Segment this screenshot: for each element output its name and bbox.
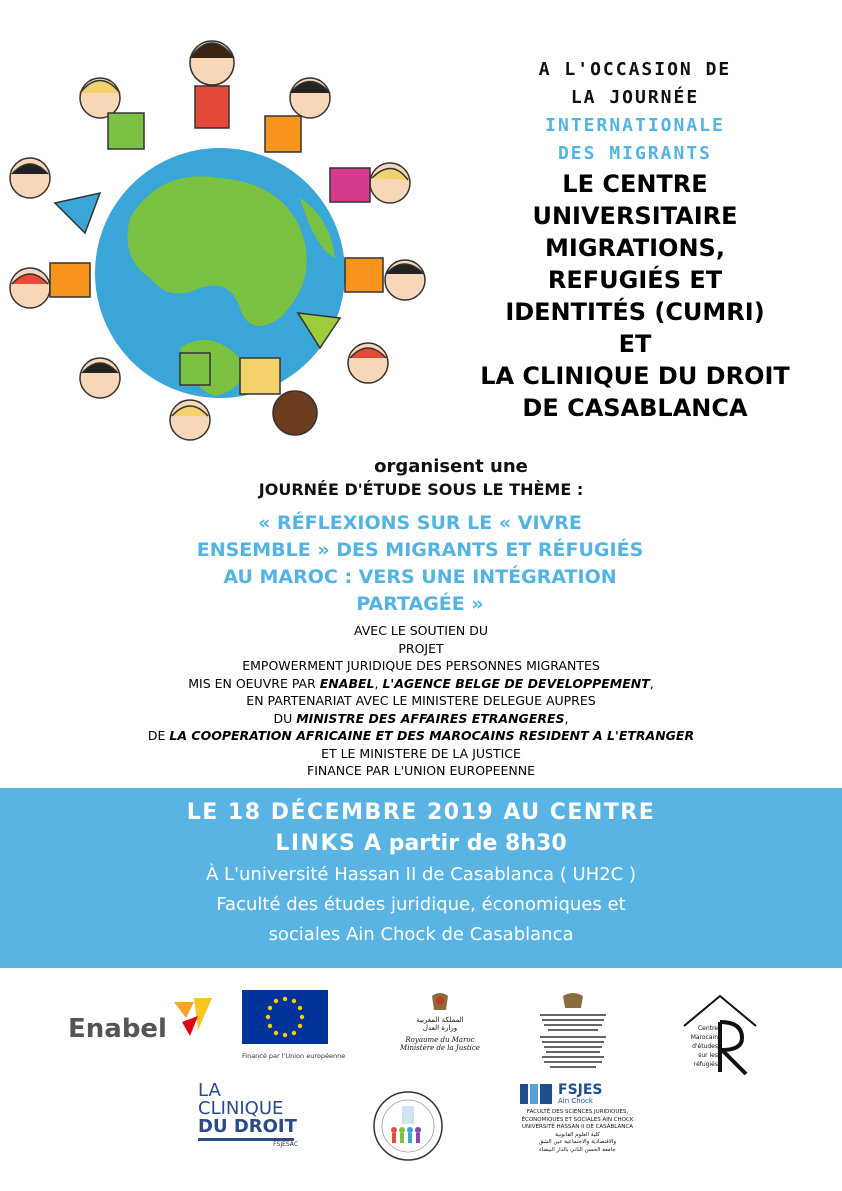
support-line-4: MIS EN OEUVRE PAR ENABEL, L'AGENCE BELGE DE DEVELOPPEMENT, [188,675,654,691]
organise-line: organisent une [374,456,528,477]
enabel-logo: Enabel [68,996,218,1046]
event-time-line: LINKS A partir de 8h30 [275,831,567,856]
organizer-line-1: LE CENTRE [562,170,708,198]
ministry-emblem-icon [528,990,618,1080]
support-line-6: DU MINISTRE DES AFFAIRES ETRANGERES, [273,710,569,726]
cmer-logo: Centre Marocain d'études sur les réfugiés [680,992,760,1082]
support-line-7: DE LA COOPERATION AFRICAINE ET DES MAROCAINS RESIDENT A L'ETRANGER [147,728,695,743]
support-line-5: EN PARTENARIAT AVEC LE MINISTERE DELEGUE AUPRES [246,693,596,708]
theme-line-3: AU MAROC : VERS UNE INTÉGRATION [223,566,617,588]
support-line-2: PROJET [398,640,444,656]
organizer-line-5: IDENTITÉS (CUMRI) [505,298,765,326]
eu-flag-icon [242,990,328,1044]
venue-line-1: À L'université Hassan II de Casablanca ( UH2C ) [206,864,636,885]
theme-line-1: « RÉFLEXIONS SUR LE « VIVRE [258,512,582,534]
study-day-line: JOURNÉE D'ÉTUDE SOUS LE THÈME : [258,480,584,499]
event-date: LE 18 DÉCEMBRE 2019 AU CENTRE [186,800,656,825]
theme-line-4: PARTAGÉE » [356,593,484,615]
globe-children-illustration [0,18,440,448]
support-line-1: AVEC LE SOUTIEN DU [354,623,488,638]
occasion-line-4: DES MIGRANTS [557,143,713,164]
clinique-du-droit-logo: LA CLINIQUE DU DROIT FSJESAC [198,1080,298,1148]
coat-of-arms-icon [428,990,452,1012]
fsjes-logo: FSJES Ain Chock FACULTÉ DES SCIENCES JURIDIQUES, ÉCONOMIQUES ET SOCIALES AIN CHOCK UNIVERSITÉ HASSAN II DE CASABLANCA كلية العلوم القانونية والاقتصادية والاجتماعية عين الشق جامعة الحسن الثاني بالدار البيضاء [521,1081,634,1153]
support-block [100,622,742,780]
organizer-line-6: ET [618,330,652,358]
organizer-line-3: MIGRATIONS, [545,234,725,262]
venue-line-2: Faculté des études juridique, économiques et [216,894,626,915]
uh2c-mark-icon [520,1082,554,1106]
theme-title [140,510,700,618]
clinique-migrants-badge [372,1090,444,1162]
event-header [470,56,800,424]
ministry-justice-logo: المملكة المغربية وزارة العدل Royaume du Maroc Ministère de la Justice [395,990,485,1070]
organizer-line-4: REFUGIÉS ET [547,266,723,294]
organizer-line-7: LA CLINIQUE DU DROIT [480,362,790,390]
organise-block [0,456,842,502]
eu-logo: Financé par l'Union européenne [242,990,328,1060]
support-line-3: EMPOWERMENT JURIDIQUE DES PERSONNES MIGRANTES [242,658,600,673]
organizer-line-2: UNIVERSITAIRE [532,202,738,230]
venue-line-3: sociales Ain Chock de Casablanca [268,924,574,945]
occasion-line-2: LA JOURNÉE [570,87,700,108]
support-line-8: ET LE MINISTERE DE LA JUSTICE [321,745,521,761]
occasion-line-1: A L'OCCASION DE [538,59,732,80]
enabel-mark-icon [172,996,214,1036]
badge-people-icon [372,1090,444,1162]
date-location-band [0,788,842,968]
organizer-line-8: DE CASABLANCA [522,394,748,422]
support-line-9: FINANCE PAR L'UNION EUROPEENNE [307,763,535,778]
ministry-foreign-affairs-logo [528,990,618,1080]
occasion-line-3: INTERNATIONALE [545,115,725,136]
theme-line-2: ENSEMBLE » DES MIGRANTS ET RÉFUGIÉS [196,539,644,561]
